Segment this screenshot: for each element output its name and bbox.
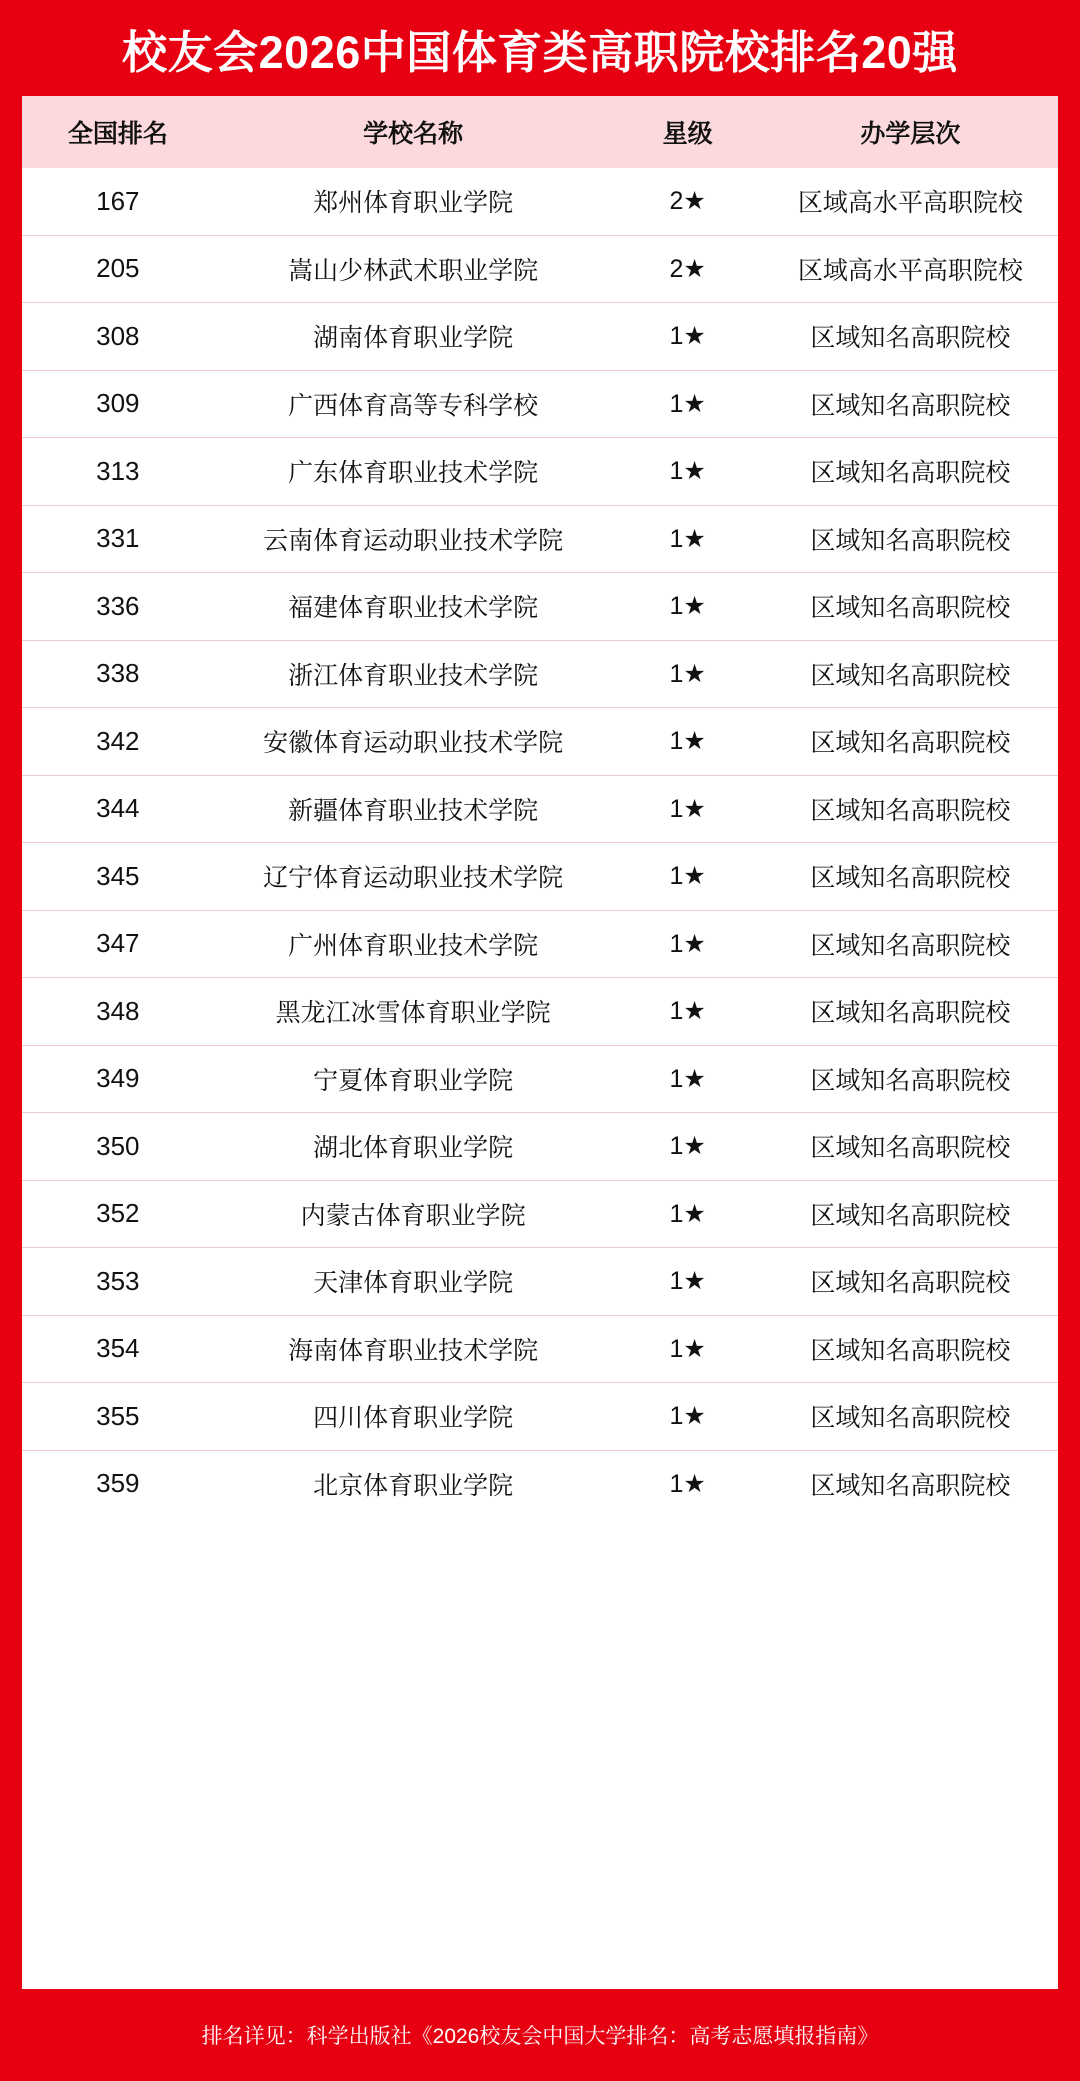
table-row <box>22 1045 1058 1113</box>
table-row <box>22 303 1058 371</box>
cell-level: 区域知名高职院校 <box>763 1113 1058 1181</box>
table-row <box>22 168 1058 235</box>
cell-star-rating: 1★ <box>613 978 763 1046</box>
table-body <box>22 168 1058 1517</box>
cell-rank: 352 <box>22 1180 214 1248</box>
cell-school-name: 郑州体育职业学院 <box>214 168 613 235</box>
cell-rank: 359 <box>96 1468 140 1499</box>
cell-level: 区域知名高职院校 <box>763 1315 1058 1383</box>
cell-star-rating: 1★ <box>669 1469 706 1498</box>
cell-level: 区域知名高职院校 <box>763 640 1058 708</box>
cell-level: 区域知名高职院校 <box>763 843 1058 911</box>
table-row <box>22 370 1058 438</box>
cell-school-name: 湖北体育职业学院 <box>214 1113 613 1181</box>
cell-level: 区域知名高职院校 <box>763 438 1058 506</box>
cell-level: 区域知名高职院校 <box>763 910 1058 978</box>
cell-school-name: 浙江体育职业技术学院 <box>214 640 613 708</box>
cell-school-name: 福建体育职业技术学院 <box>214 573 613 641</box>
table-row <box>22 775 1058 843</box>
cell-rank: 308 <box>22 303 214 371</box>
table-row <box>22 1113 1058 1181</box>
page-title: 校友会2026中国体育类高职院校排名20强 <box>122 26 958 78</box>
table-row <box>22 438 1058 506</box>
cell-star-rating: 1★ <box>613 1383 763 1451</box>
cell-star-rating: 1★ <box>613 708 763 776</box>
column-header-star: 星级 <box>613 96 763 168</box>
cell-school-name: 黑龙江冰雪体育职业学院 <box>214 978 613 1046</box>
cell-school-name: 宁夏体育职业学院 <box>214 1045 613 1113</box>
column-header-level: 办学层次 <box>763 96 1058 168</box>
table-row <box>22 1248 1058 1316</box>
table-row <box>22 235 1058 303</box>
cell-star-rating: 2★ <box>613 235 763 303</box>
cell-school-name: 安徽体育运动职业技术学院 <box>214 708 613 776</box>
cell-star-rating: 1★ <box>613 775 763 843</box>
column-header-name: 学校名称 <box>214 96 613 168</box>
cell-rank: 354 <box>22 1315 214 1383</box>
cell-star-rating: 2★ <box>613 168 763 235</box>
cell-level: 区域知名高职院校 <box>763 573 1058 641</box>
table-row <box>22 708 1058 776</box>
table-row <box>22 505 1058 573</box>
cell-star-rating: 1★ <box>613 438 763 506</box>
cell-rank: 355 <box>22 1383 214 1451</box>
cell-rank: 350 <box>22 1113 214 1181</box>
cell-rank: 309 <box>22 370 214 438</box>
cell-star-rating: 1★ <box>613 640 763 708</box>
cell-level: 区域知名高职院校 <box>763 978 1058 1046</box>
table-row <box>22 910 1058 978</box>
table-row <box>22 978 1058 1046</box>
poster-title-bar <box>22 0 1058 96</box>
table-row <box>22 1383 1058 1451</box>
cell-rank: 345 <box>22 843 214 911</box>
column-header-rank: 全国排名 <box>22 96 214 168</box>
cell-rank: 338 <box>22 640 214 708</box>
table-row <box>22 640 1058 708</box>
cell-level: 区域知名高职院校 <box>763 370 1058 438</box>
footer-note: 排名详见：科学出版社《2026校友会中国大学排名：高考志愿填报指南》 <box>201 2025 879 2048</box>
cell-school-name: 新疆体育职业技术学院 <box>214 775 613 843</box>
table-header <box>22 96 1058 168</box>
cell-school-name: 湖南体育职业学院 <box>214 303 613 371</box>
cell-rank: 349 <box>22 1045 214 1113</box>
cell-rank: 344 <box>22 775 214 843</box>
table-row <box>22 843 1058 911</box>
cell-star-rating: 1★ <box>613 1315 763 1383</box>
cell-star-rating: 1★ <box>613 1113 763 1181</box>
cell-level: 区域知名高职院校 <box>810 1471 1011 1500</box>
cell-rank: 331 <box>22 505 214 573</box>
cell-school-name: 四川体育职业学院 <box>214 1383 613 1451</box>
cell-star-rating: 1★ <box>613 1180 763 1248</box>
cell-level: 区域知名高职院校 <box>763 775 1058 843</box>
cell-school-name: 嵩山少林武术职业学院 <box>214 235 613 303</box>
cell-rank: 205 <box>22 235 214 303</box>
cell-school-name: 内蒙古体育职业学院 <box>214 1180 613 1248</box>
cell-level: 区域知名高职院校 <box>763 708 1058 776</box>
cell-star-rating: 1★ <box>613 573 763 641</box>
cell-school-name: 云南体育运动职业技术学院 <box>214 505 613 573</box>
cell-school-name: 辽宁体育运动职业技术学院 <box>214 843 613 911</box>
cell-rank: 347 <box>22 910 214 978</box>
cell-star-rating: 1★ <box>613 910 763 978</box>
table-row <box>22 1180 1058 1248</box>
cell-school-name: 广州体育职业技术学院 <box>214 910 613 978</box>
cell-level: 区域知名高职院校 <box>763 1045 1058 1113</box>
cell-star-rating: 1★ <box>613 505 763 573</box>
cell-rank: 348 <box>22 978 214 1046</box>
cell-rank: 353 <box>22 1248 214 1316</box>
poster-footer <box>22 1989 1058 2081</box>
cell-star-rating: 1★ <box>613 1045 763 1113</box>
cell-school-name: 北京体育职业学院 <box>313 1471 514 1500</box>
cell-level: 区域知名高职院校 <box>763 505 1058 573</box>
cell-school-name: 海南体育职业技术学院 <box>214 1315 613 1383</box>
cell-rank: 342 <box>22 708 214 776</box>
cell-rank: 336 <box>22 573 214 641</box>
cell-school-name: 天津体育职业学院 <box>214 1248 613 1316</box>
cell-level: 区域高水平高职院校 <box>763 235 1058 303</box>
ranking-table <box>22 96 1058 1517</box>
cell-level: 区域高水平高职院校 <box>763 168 1058 235</box>
cell-rank: 167 <box>22 168 214 235</box>
cell-star-rating: 1★ <box>613 370 763 438</box>
cell-school-name: 广东体育职业技术学院 <box>214 438 613 506</box>
cell-star-rating: 1★ <box>613 843 763 911</box>
table-row <box>22 1450 1058 1517</box>
cell-school-name: 广西体育高等专科学校 <box>214 370 613 438</box>
cell-rank: 313 <box>22 438 214 506</box>
cell-level: 区域知名高职院校 <box>763 1248 1058 1316</box>
cell-level: 区域知名高职院校 <box>763 1180 1058 1248</box>
table-row <box>22 1315 1058 1383</box>
cell-star-rating: 1★ <box>613 1248 763 1316</box>
cell-level: 区域知名高职院校 <box>763 303 1058 371</box>
table-row <box>22 573 1058 641</box>
cell-star-rating: 1★ <box>613 303 763 371</box>
ranking-table-container <box>22 96 1058 1989</box>
cell-level: 区域知名高职院校 <box>763 1383 1058 1451</box>
table-header-row <box>22 96 1058 168</box>
